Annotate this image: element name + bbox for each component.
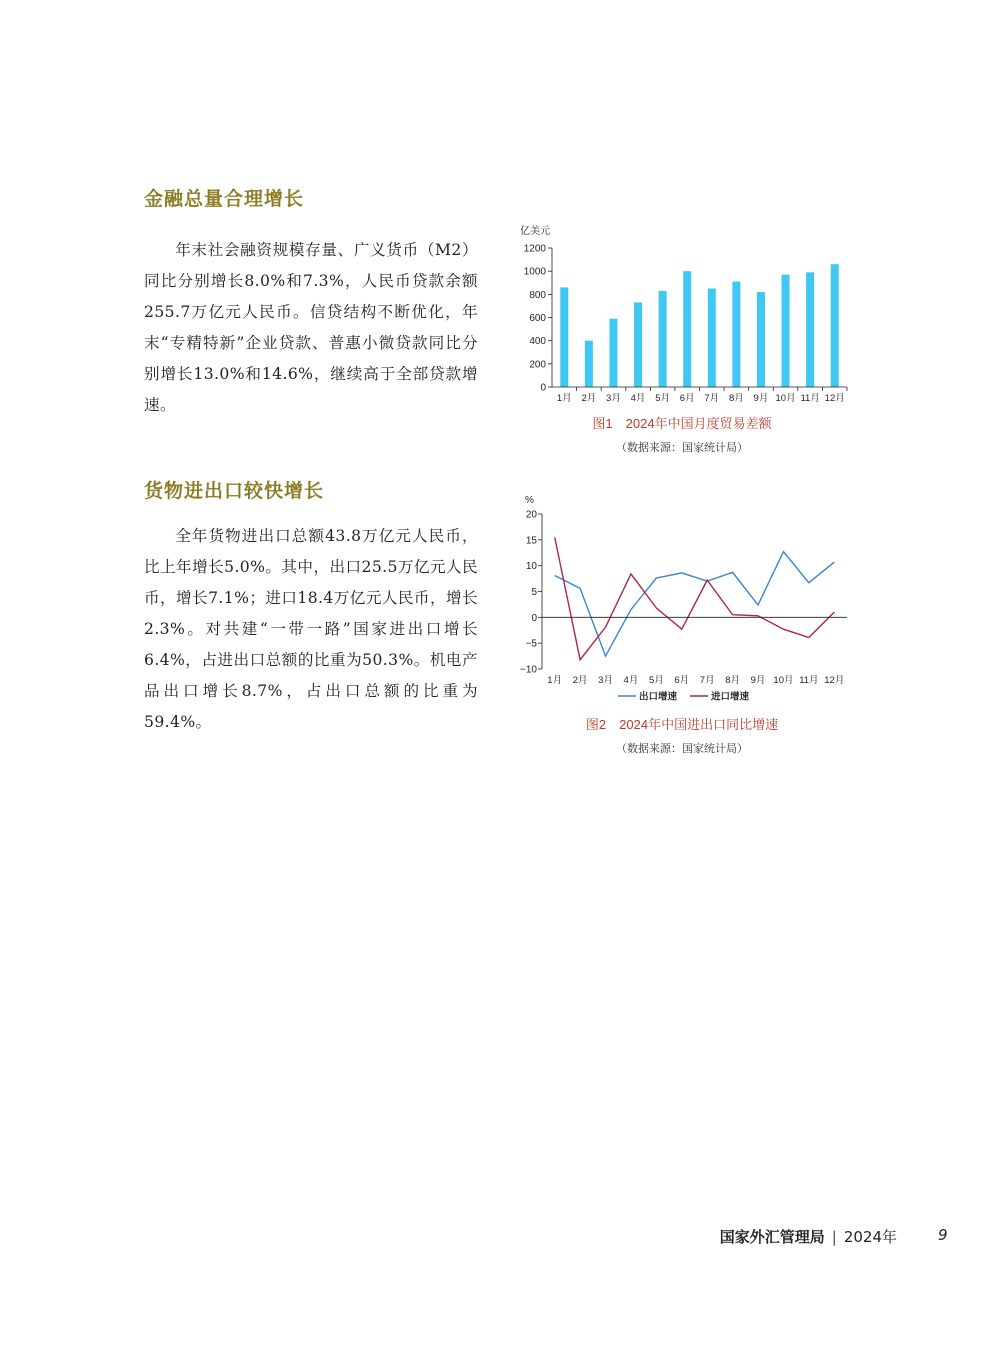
trade-growth-line-chart bbox=[510, 490, 860, 760]
chart2-ylabel: % bbox=[525, 495, 534, 506]
chart2-x-tick-label: 6月 bbox=[674, 675, 690, 686]
section-body-trade: 全年货物进出口总额43.8万亿元人民币，比上年增长5.0%。其中，出口25.5万亿元人民币，增长7.1%；进口18.4万亿元人民币，增长2.3%。对共建“一带一路”国家进出口增长6.4%，占进出口总额的比重为50.3%。机电产品出口增长8.7%，占出口总额的比重为59.4%。 bbox=[144, 527, 478, 731]
chart1-bar bbox=[585, 341, 593, 387]
chart2-x-tick-label: 11月 bbox=[799, 675, 819, 686]
footer bbox=[720, 1226, 897, 1247]
chart2-x-tick-label: 8月 bbox=[725, 675, 741, 686]
chart2-y-tick-label: 20 bbox=[525, 509, 537, 521]
chart1-x-tick-label: 4月 bbox=[630, 393, 646, 404]
chart2-y-tick-label: 10 bbox=[525, 561, 537, 573]
chart2-x-tick-label: 3月 bbox=[598, 675, 613, 686]
chart2-x-tick-label: 1月 bbox=[547, 675, 563, 686]
chart1-bar bbox=[831, 264, 839, 387]
chart1-y-tick-label: 400 bbox=[529, 336, 546, 348]
chart1-x-tick-label: 5月 bbox=[655, 393, 671, 404]
chart2-y-tick-label: −10 bbox=[520, 664, 537, 676]
chart1-bar bbox=[659, 291, 667, 387]
chart1-title: 图1 2024年中国月度贸易差额 bbox=[592, 416, 772, 431]
section-heading-finance: 金融总量合理增长 bbox=[144, 188, 305, 210]
chart2-x-tick-label: 9月 bbox=[750, 675, 766, 686]
chart1-x-tick-label: 11月 bbox=[800, 393, 820, 404]
chart1-x-tick-label: 9月 bbox=[753, 393, 769, 404]
chart1-bar bbox=[806, 272, 814, 387]
chart1-x-tick-label: 8月 bbox=[728, 393, 744, 404]
footer-org: 国家外汇管理局 bbox=[719, 1228, 825, 1246]
chart2-y-tick-label: 0 bbox=[531, 612, 537, 624]
chart1-bar bbox=[757, 292, 765, 387]
chart1-x-tick-label: 12月 bbox=[824, 393, 845, 404]
chart1-y-tick-label: 600 bbox=[529, 313, 546, 324]
chart1-y-tick-label: 1000 bbox=[523, 266, 546, 278]
chart2-series-line bbox=[555, 537, 835, 659]
chart1-y-tick-label: 200 bbox=[529, 359, 546, 371]
chart2-x-tick-label: 12月 bbox=[824, 675, 845, 686]
chart1-y-tick-label: 0 bbox=[540, 382, 546, 394]
chart2-x-tick-label: 10月 bbox=[773, 675, 794, 686]
chart2-x-tick-label: 2月 bbox=[572, 675, 588, 686]
chart1-y-tick-label: 1200 bbox=[523, 243, 546, 255]
page-number: 9 bbox=[938, 1226, 948, 1244]
chart1-bar bbox=[782, 275, 790, 387]
chart1-source: （数据来源：国家统计局） bbox=[616, 442, 748, 454]
chart1-bar bbox=[708, 289, 716, 387]
footer-year: 2024年 bbox=[843, 1228, 897, 1246]
chart2-title: 图2 2024年中国进出口同比增速 bbox=[585, 717, 779, 732]
chart2-x-tick-label: 4月 bbox=[623, 675, 639, 686]
footer-separator: | bbox=[831, 1228, 837, 1246]
chart1-ylabel: 亿美元 bbox=[520, 226, 550, 237]
chart2-source: （数据来源：国家统计局） bbox=[616, 743, 748, 755]
chart2-x-tick-label: 5月 bbox=[648, 675, 664, 686]
chart1-bar bbox=[683, 271, 691, 387]
section-heading-trade: 货物进出口较快增长 bbox=[144, 480, 325, 502]
chart2-y-tick-label: 5 bbox=[531, 587, 537, 598]
chart1-x-tick-label: 1月 bbox=[556, 393, 572, 404]
chart2-x-tick-label: 7月 bbox=[699, 675, 715, 686]
chart1-x-tick-label: 2月 bbox=[581, 393, 597, 404]
trade-balance-bar-chart bbox=[510, 220, 860, 460]
chart2-y-tick-label: 15 bbox=[525, 535, 537, 547]
chart1-x-tick-label: 3月 bbox=[606, 393, 621, 404]
chart1-x-tick-label: 7月 bbox=[704, 393, 720, 404]
chart2-legend-label: 进口增速 bbox=[711, 691, 750, 703]
chart1-bar bbox=[732, 282, 740, 387]
chart2-y-tick-label: −5 bbox=[525, 638, 537, 650]
chart1-bar bbox=[634, 302, 642, 387]
chart1-x-tick-label: 6月 bbox=[679, 393, 695, 404]
section-body-finance: 年末社会融资规模存量、广义货币（M2）同比分别增长8.0%和7.3%，人民币贷款余额255.7万亿元人民币。信贷结构不断优化，年末“专精特新”企业贷款、普惠小微贷款同比分别增长13.0%和14.6%，继续高于全部贷款增速。 bbox=[144, 241, 478, 414]
chart1-y-tick-label: 800 bbox=[529, 289, 546, 301]
chart1-x-tick-label: 10月 bbox=[775, 393, 796, 404]
chart1-bar bbox=[609, 319, 617, 387]
chart2-legend-label: 出口增速 bbox=[639, 691, 678, 703]
chart1-bar bbox=[560, 287, 568, 387]
